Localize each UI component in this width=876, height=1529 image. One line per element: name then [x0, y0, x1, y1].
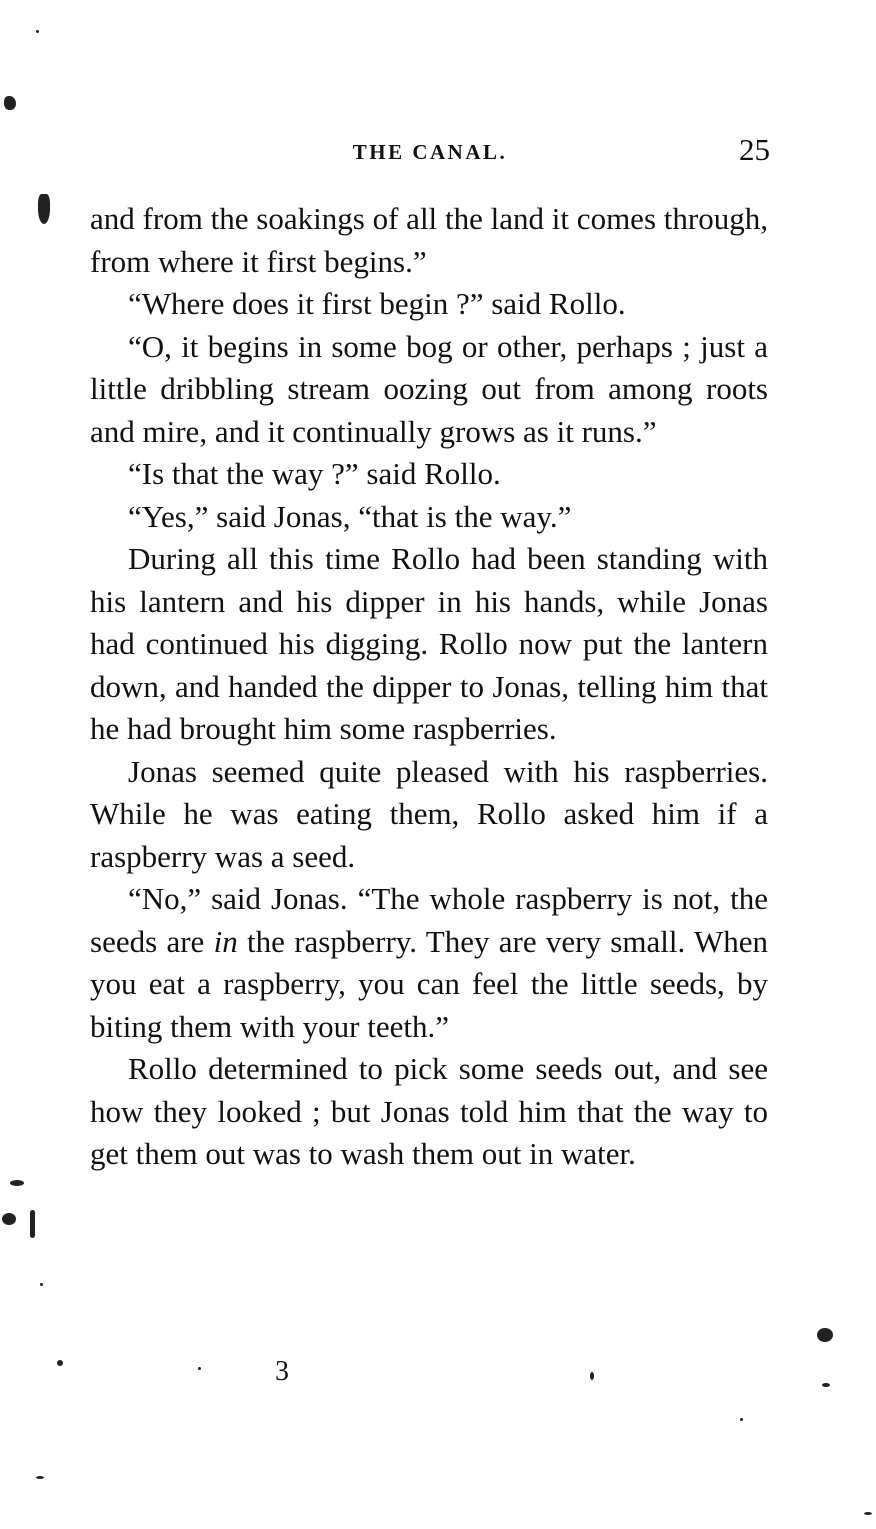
paragraph-text: Jonas seemed quite pleased with his raspberries. While he was eating them, Rollo asked him if a raspberry was a seed. — [90, 753, 768, 874]
paragraph-text: “Is that the way ?” said Rollo. — [128, 456, 501, 491]
scan-speck — [38, 194, 50, 224]
paragraph — [90, 198, 768, 283]
scan-speck — [4, 96, 16, 110]
scan-speck — [822, 1383, 830, 1387]
scan-speck — [10, 1180, 24, 1186]
paragraph — [90, 453, 768, 496]
scan-speck — [198, 1367, 201, 1370]
scan-speck — [36, 30, 39, 33]
paragraph — [90, 283, 768, 326]
page-number: 25 — [739, 132, 770, 167]
scan-speck — [817, 1328, 833, 1342]
scan-speck — [36, 1476, 44, 1479]
paragraph-text: the raspberry. They are very small. When you eat a raspberry, you can feel the little seeds, by biting them with your teeth.” — [90, 923, 768, 1044]
paragraph-text: “Where does it first begin ?” said Rollo. — [128, 286, 626, 321]
paragraph — [90, 751, 768, 879]
paragraph — [90, 538, 768, 751]
scan-speck — [590, 1372, 594, 1380]
italic-word: in — [213, 923, 238, 959]
paragraph — [90, 878, 768, 1048]
scan-speck — [740, 1418, 743, 1421]
paragraph — [90, 326, 768, 454]
paragraph-text: and from the soakings of all the land it comes through, from where it first begins.” — [90, 201, 768, 279]
scan-speck — [57, 1360, 63, 1366]
scan-speck — [30, 1210, 35, 1238]
signature-mark: 3 — [275, 1356, 289, 1387]
paragraph-text: “O, it begins in some bog or other, perhaps ; just a little dribbling stream oozing out from among roots and mire, and it continually grows as it runs.” — [90, 328, 768, 449]
scan-speck — [2, 1213, 16, 1225]
paragraph — [90, 496, 768, 539]
paragraph-text: During all this time Rollo had been standing with his lantern and his dipper in his hands, while Jonas had continued his digging. Rollo now put the lantern down, and handed the dipper to Jonas, telling him that he had brought him some raspberries. — [90, 541, 768, 746]
paragraph-text: Rollo determined to pick some seeds out, and see how they looked ; but Jonas told him that the way to get them out was to wash them out in water. — [90, 1051, 768, 1171]
running-title: THE CANAL. — [352, 140, 508, 164]
running-head — [90, 132, 770, 172]
body-text — [90, 198, 768, 1176]
paragraph-text: “Yes,” said Jonas, “that is the way.” — [128, 498, 572, 534]
scan-speck — [864, 1512, 872, 1515]
scan-speck — [40, 1283, 43, 1286]
paragraph-text: “No,” said Jonas. “The whole raspberry is not, the seeds are — [90, 881, 768, 959]
paragraph — [90, 1048, 768, 1176]
